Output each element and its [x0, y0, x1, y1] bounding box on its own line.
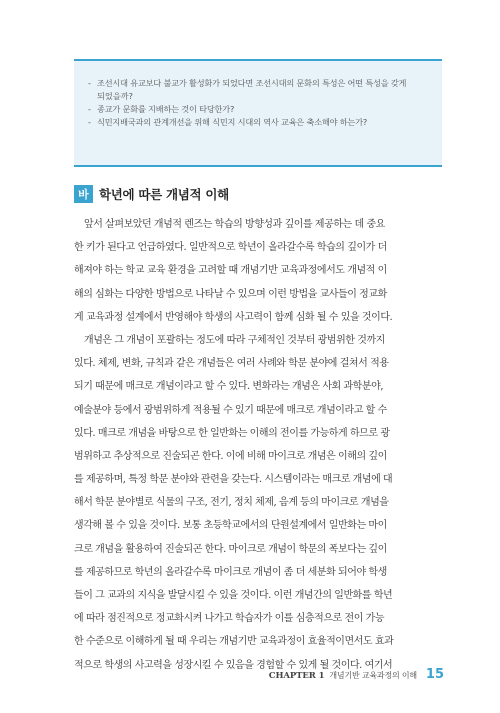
text-line: 를 제공하므로 학년의 올라갈수록 마이크로 개념이 좀 더 세분화 되어야 학생 — [74, 566, 387, 578]
text-line: 해져야 하는 학교 교육 환경을 고려할 때 개념기반 교육과정에서도 개념적 이 — [74, 265, 387, 277]
text-line: 있다. 매크로 개념을 바탕으로 한 일반화는 이해의 전이를 가능하게 하므로 광 — [74, 427, 390, 439]
bullet-dash: - — [88, 117, 91, 127]
chapter-title: 개념기반 교육과정의 이해 — [329, 671, 417, 680]
bullet-dash: - — [88, 78, 91, 88]
text-line: 개념은 그 개념이 포괄하는 정도에 따라 구체적인 것부터 광범위한 것까지 — [84, 334, 385, 346]
text-line: 앞서 살펴보았던 개념적 렌즈는 학습의 방향성과 깊이를 제공하는 데 중요 — [84, 219, 385, 230]
paragraph — [74, 213, 442, 329]
text-line: 해서 학문 분야별로 식물의 구조, 전기, 정치 체제, 음계 등의 마이크로 개념을 — [74, 497, 389, 509]
text-line: 예술분야 등에서 광범위하게 적용될 수 있기 때문에 매크로 개념이라고 할 수 — [74, 404, 387, 416]
question-item — [88, 103, 430, 116]
bullet-dash: - — [88, 104, 91, 114]
question-text-continued: 되었을까? — [97, 91, 133, 101]
text-line: 범위하고 추상적으로 진술되곤 한다. 이에 비해 마이크로 개념은 이해의 깊이 — [74, 450, 387, 462]
question-text: 조선시대 유교보다 불교가 활성화가 되었다면 조선시대의 문화의 특성은 어떤 특성을 갖게 — [97, 78, 407, 88]
text-line: 게 교육과정 설계에서 반영해야 학생의 사고력이 함께 심화 될 수 있을 것이다. — [74, 311, 393, 323]
text-line: 한 키가 된다고 언급하였다. 일반적으로 학년이 올라갈수록 학습의 깊이가 더 — [74, 242, 387, 254]
text-line: 해의 심화는 다양한 방법으로 나타날 수 있으며 이런 방법을 교사들이 정교화 — [74, 288, 387, 300]
page-number: 15 — [425, 667, 444, 682]
question-text: 종교가 문화를 지배하는 것이 타당한가? — [97, 104, 235, 114]
text-line: 되기 때문에 매크로 개념이라고 할 수 있다. 변화라는 개념은 사회 과학분야, — [74, 381, 384, 393]
paragraph — [74, 329, 442, 677]
text-line: 한 수준으로 이해하게 될 때 우리는 개념기반 교육과정이 효율적이면서도 효과 — [74, 636, 394, 648]
question-text: 식민지배국과의 관계개선을 위해 식민지 시대의 역사 교육은 축소해야 하는가? — [97, 117, 368, 127]
body-text — [74, 213, 442, 677]
text-line: 에 따라 점진적으로 정교화시켜 나가고 학습자가 이를 심층적으로 전이 가능 — [74, 613, 385, 625]
question-item — [88, 116, 430, 129]
discussion-questions-box — [74, 59, 442, 167]
section-badge: 바 — [74, 185, 93, 203]
text-line: 크로 개념을 활용하여 진술되곤 한다. 마이크로 개념이 학문의 폭보다는 깊이 — [74, 543, 387, 555]
section-title: 학년에 따른 개념적 이해 — [99, 187, 229, 202]
text-line: 있다. 체제, 변화, 규칙과 같은 개념들은 여러 사례와 학문 분야에 걸쳐서 적용 — [74, 358, 389, 370]
question-item — [88, 77, 430, 90]
page-footer — [269, 667, 444, 682]
text-line: 생각해 볼 수 있을 것이다. 보통 초등학교에서의 단원설계에서 일반화는 마이 — [74, 520, 387, 532]
chapter-label: CHAPTER 1 — [268, 671, 325, 681]
text-line: 들이 그 교과의 지식을 발달시킬 수 있을 것이다. 이런 개념간의 일반화를 학년 — [74, 590, 393, 601]
text-line: 적으로 학생의 사고력을 성장시킬 수 있음을 경험할 수 있게 될 것이다. 여기서 — [74, 659, 393, 671]
text-line: 를 제공하며, 특정 학문 분야와 관련을 갖는다. 시스템이라는 매크로 개념에 대 — [74, 474, 393, 486]
section-heading — [74, 185, 229, 203]
